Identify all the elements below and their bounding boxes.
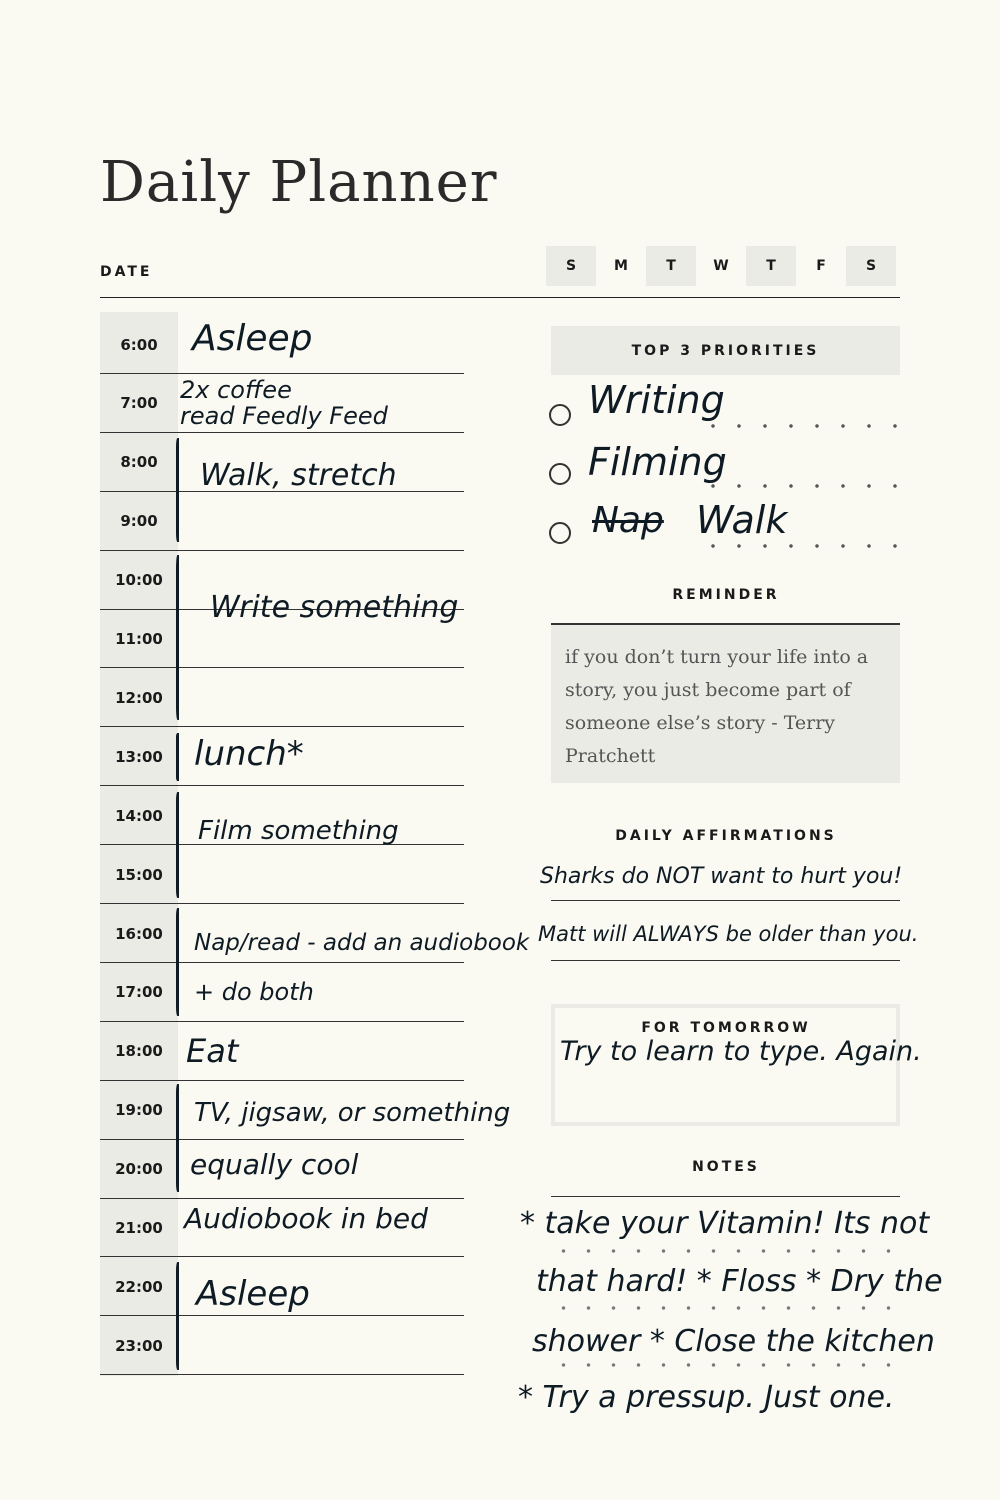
entry-cool[interactable]: equally cool [190, 1148, 359, 1181]
bracket-asleep [176, 1262, 179, 1370]
time-slot-label: 13:00 [115, 747, 163, 766]
entry-coffee[interactable]: 2x coffee [180, 376, 292, 404]
entry-lunch[interactable]: lunch* [194, 734, 304, 774]
entry-asleep-morning[interactable]: Asleep [192, 318, 313, 359]
time-slot-label: 15:00 [115, 865, 163, 884]
affirmation-line-1 [551, 900, 900, 901]
priority-1-checkbox[interactable] [549, 404, 571, 426]
time-slot-label: 21:00 [115, 1219, 163, 1237]
time-slot-label: 7:00 [120, 394, 158, 413]
time-slot-label: 17:00 [115, 983, 163, 1002]
date-label: DATE [100, 264, 153, 280]
affirmation-2[interactable]: Matt will ALWAYS be older than you. [538, 922, 919, 946]
tomorrow-heading: FOR TOMORROW [641, 1020, 811, 1036]
priority-2-text[interactable]: Filming [588, 440, 727, 484]
entry-feedly[interactable]: read Feedly Feed [180, 402, 388, 430]
notes-divider [551, 1196, 900, 1197]
priority-1-dotline [700, 424, 900, 428]
notes-dotline-2 [551, 1306, 900, 1310]
entry-asleep-night[interactable]: Asleep [196, 1274, 310, 1314]
note-line-2[interactable]: that hard! * Floss * Dry the [536, 1264, 943, 1299]
priority-3-dotline [700, 544, 900, 548]
notes-dotline-3 [551, 1363, 900, 1367]
priority-3-text[interactable]: Walk [696, 498, 788, 542]
bracket-tv [176, 1084, 179, 1192]
entry-film[interactable]: Film something [198, 816, 399, 846]
priority-3-checkbox[interactable] [549, 522, 571, 544]
weekday-sat[interactable]: S [846, 246, 896, 286]
priorities-heading: TOP 3 PRIORITIES [551, 326, 900, 375]
entry-eat[interactable]: Eat [186, 1032, 239, 1070]
weekday-sun[interactable]: S [546, 246, 596, 286]
affirmation-line-2 [551, 960, 900, 961]
note-line-4[interactable]: * Try a pressup. Just one. [518, 1380, 895, 1415]
time-slot-label: 16:00 [115, 924, 163, 943]
priority-3-struck-text[interactable]: Nap [592, 500, 664, 541]
time-slot-label: 6:00 [120, 335, 158, 354]
note-line-3[interactable]: shower * Close the kitchen [532, 1324, 935, 1359]
reminder-text: if you don’t turn your life into a story, you just become part of someone else’s story - Terry Pratchett [551, 623, 900, 783]
bracket-nap [176, 908, 179, 1016]
time-slot-label: 22:00 [115, 1277, 163, 1296]
weekday-wed[interactable]: W [713, 258, 729, 274]
affirmations-heading: DAILY AFFIRMATIONS [615, 828, 837, 844]
time-slot-label: 8:00 [120, 453, 158, 472]
tomorrow-text[interactable]: Try to learn to type. Again. [560, 1036, 922, 1067]
entry-do-both[interactable]: + do both [194, 978, 314, 1006]
entry-tv[interactable]: TV, jigsaw, or something [194, 1098, 511, 1128]
weekday-mon[interactable]: M [614, 258, 628, 274]
weekday-tue[interactable]: T [646, 246, 696, 286]
weekday-thu[interactable]: T [746, 246, 796, 286]
time-slot-label: 19:00 [115, 1101, 163, 1120]
weekday-selector [546, 246, 896, 286]
bracket-film [176, 792, 179, 898]
bracket-write [176, 555, 179, 720]
affirmation-1[interactable]: Sharks do NOT want to hurt you! [540, 864, 903, 889]
reminder-heading: REMINDER [672, 587, 780, 603]
entry-walk[interactable]: Walk, stretch [200, 458, 397, 493]
header-divider [100, 297, 900, 298]
time-slot-label: 12:00 [115, 688, 163, 707]
bracket-lunch [176, 733, 179, 781]
time-slot-label: 11:00 [115, 630, 163, 648]
time-slot-label: 18:00 [115, 1042, 163, 1061]
time-slot-label: 14:00 [115, 806, 163, 825]
time-slot-label: 9:00 [120, 512, 158, 531]
weekday-fri[interactable]: F [816, 258, 826, 274]
priority-2-checkbox[interactable] [549, 463, 571, 485]
priority-2-dotline [700, 484, 900, 488]
priority-1-text[interactable]: Writing [588, 378, 725, 422]
time-slot-label: 23:00 [115, 1336, 163, 1355]
time-slot-label: 20:00 [115, 1160, 163, 1179]
bracket-walk [176, 438, 179, 542]
notes-dotline-1 [551, 1249, 900, 1253]
entry-nap[interactable]: Nap/read - add an audiobook [194, 930, 530, 956]
time-slot-label: 10:00 [115, 571, 163, 590]
time-slot-divider [100, 1374, 464, 1375]
entry-write[interactable]: Write something [210, 590, 459, 625]
entry-audiobook[interactable]: Audiobook in bed [184, 1202, 428, 1235]
page-title: Daily Planner [100, 150, 498, 215]
notes-heading: NOTES [692, 1159, 760, 1175]
note-line-1[interactable]: * take your Vitamin! Its not [520, 1206, 930, 1241]
